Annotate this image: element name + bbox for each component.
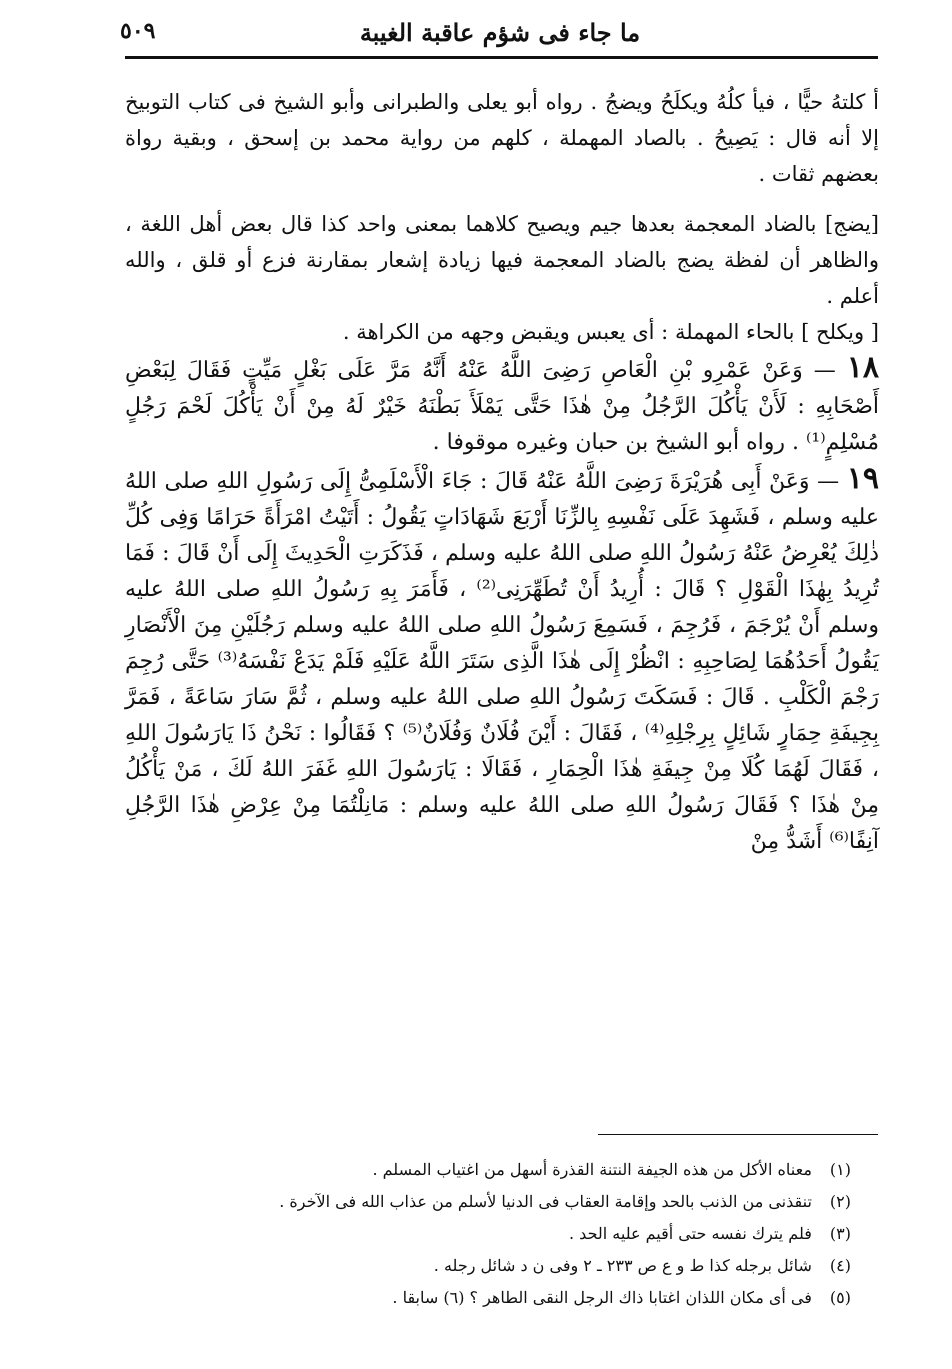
header-rule bbox=[125, 56, 878, 59]
paragraph-explanation-yaklahu: [ ويكلح ] بالحاء المهملة : أى يعبس ويقبض وجهه من الكراهة . bbox=[342, 320, 879, 344]
hadith-number: ١٨ bbox=[846, 350, 879, 385]
hadith-19 bbox=[125, 461, 879, 860]
footnote-text: معناه الأكل من هذه الجيفة النتنة القذرة أسهل من اغتياب المسلم . bbox=[372, 1160, 812, 1179]
footnote-text: فى أى مكان اللذان اغتابا ذاك الرجل النقى الطاهر ؟ (٦) سابقا . bbox=[392, 1288, 812, 1307]
paragraph-narration bbox=[125, 84, 879, 192]
page-header-title: ما جاء فى شؤم عاقبة الغيبة bbox=[359, 18, 641, 47]
running-header bbox=[120, 10, 880, 50]
text-line: فَقَالَ رَسُولُ اللهِ صلى اللهُ عليه وسلم : مَانِلْتُمَا مِنْ عِرْضِ هٰذَا الرَّجُلِ آنِفًا⁽⁶⁾ أَشَدُّ مِنْ bbox=[125, 793, 879, 854]
footnote-label: (٢) bbox=[829, 1192, 851, 1211]
footnote-label: (١) bbox=[829, 1160, 851, 1179]
text-line: رواة بعضهم ثقات . bbox=[125, 126, 879, 186]
text-line: رَجُلٍ مُسْلِمٍ⁽¹⁾ . رواه أبو الشيخ بن حبان وغيره موقوفا . bbox=[125, 394, 879, 455]
footnote-text: تنقذنى من الذنب بالحد وإقامة العقاب فى الدنيا لأسلم من عذاب الله فى الآخرة . bbox=[279, 1192, 812, 1211]
text-line: — وَعَنْ أَبِى هُرَيْرَةَ رَضِىَ اللَّهُ عَنْهُ قَالَ : جَاءَ الْأَسْلَمِىُّ إِلَى رَسُولِ اللهِ صلى اللهُ bbox=[125, 469, 840, 494]
text-line: الْكَلْبِ . قَالَ : فَسَكَتَ رَسُولُ اللهِ صلى اللهُ عليه وسلم ، ثُمَّ سَارَ سَاعَةً ، فَمَرَّ بِجِيفَةِ bbox=[125, 685, 879, 746]
footnote-text: شائل برجله كذا ط و ع ص ٢٣٣ ـ ٢ وفى ن د شائل رجله . bbox=[433, 1256, 812, 1275]
text-line: تُرِيدُ بِهٰذَا الْقَوْلِ ؟ قَالَ : أُرِيدُ أَنْ تُطَهِّرَنِى⁽²⁾ ، فَأَمَرَ بِهِ رَسُولُ اللهِ صلى اللهُ عليه وسلم bbox=[125, 577, 879, 638]
text-line: حِمَارٍ شَائِلٍ بِرِجْلِهِ⁽⁴⁾ ، فَقَالَ : أَيْنَ فُلَانٌ وَفُلَانٌ⁽⁵⁾ ؟ فَقَالُوا : نَحْنُ ذَا يَارَسُولَ اللهِ ، فَقَالَ bbox=[125, 721, 879, 782]
hadith-18 bbox=[125, 350, 879, 461]
footnote-4 bbox=[125, 1250, 851, 1282]
footnote-rule bbox=[598, 1134, 878, 1135]
text-line: أَصْحَابِهِ : لَأَنْ يَأْكُلَ الرَّجُلُ مِنْ هٰذَا حَتَّى يَمْلَأَ بَطْنَهُ خَيْرٌ لَهُ مِنْ أَنْ يَأْكُلَ لَحْمَ bbox=[176, 394, 879, 419]
footnote-label: (٥) bbox=[829, 1288, 851, 1307]
footnote-3 bbox=[125, 1218, 851, 1250]
text-line: لَهُمَا كُلَا مِنْ جِيفَةِ هٰذَا الْحِمَارِ ، فَقَالَا : يَارَسُولَ اللهِ غَفَرَ اللهُ لَكَ ، مَنْ يَأْكُلُ مِنْ هٰذَا ؟ bbox=[125, 757, 879, 818]
footnote-1 bbox=[125, 1154, 851, 1186]
footnotes bbox=[125, 1154, 851, 1314]
text-line: [يضج] بالضاد المعجمة بعدها جيم ويصيح كلاهما بمعنى واحد كذا قال بعض أهل اللغة ، bbox=[125, 212, 879, 236]
text-line: والظاهر أن لفظة يضج بالضاد المعجمة فيها زيادة إشعار بمقارنة فزع أو قلق ، والله أعلم . bbox=[125, 248, 879, 308]
hadith-number: ١٩ bbox=[846, 461, 879, 496]
footnote-2 bbox=[125, 1186, 851, 1218]
text-line: عليه وسلم ، فَشَهِدَ عَلَى نَفْسِهِ بِالزِّنَا أَرْبَعَ شَهَادَاتٍ يَقُولُ : أَتَيْتُ امْرَأَةً حَرَامًا وَفِى كُلِّ bbox=[125, 505, 879, 530]
footnote-label: (٤) bbox=[829, 1256, 851, 1275]
main-text bbox=[125, 84, 879, 860]
footnote-5-6 bbox=[125, 1282, 851, 1314]
footnote-label: (٣) bbox=[829, 1224, 851, 1243]
footnote-text: فلم يترك نفسه حتى أقيم عليه الحد . bbox=[569, 1224, 812, 1243]
text-line: — وَعَنْ عَمْرِو بْنِ الْعَاصِ رَضِىَ اللَّهُ عَنْهُ أَنَّهُ مَرَّ عَلَى بَغْلٍ مَيِّتٍ فَقَالَ لِبَعْضِ bbox=[125, 358, 836, 383]
text-line: أ كلتهُ حيًّا ، فيأ كلُهُ ويكلَحُ ويضجُ . رواه أبو يعلى والطبرانى وأبو الشيخ فى كتاب bbox=[187, 90, 879, 114]
page-number: ٥٠٩ bbox=[120, 18, 156, 44]
paragraph-explanation-yadijju bbox=[125, 206, 879, 314]
text-line: ذٰلِكَ يُعْرِضُ عَنْهُ رَسُولُ اللهِ صلى اللهُ عليه وسلم ، فَذَكَرَتِ الْحَدِيثَ إِلَى أَنْ قَالَ : فَمَا bbox=[125, 541, 879, 566]
text-line: أَحَدُهُمَا لِصَاحِبِهِ : انْظُرْ إِلَى هٰذَا الَّذِى سَتَرَ اللَّهُ عَلَيْهِ فَلَمْ يَدَعْ نَفْسَهُ⁽³⁾ حَتَّى رُجِمَ رَجْمَ bbox=[125, 649, 879, 710]
text-line: التوبيخ إلا أنه قال : يَصِيحُ . بالصاد المهملة ، كلهم من رواية محمد بن إسحق ، وبقية bbox=[125, 90, 879, 150]
text-line: أَنْ يُرْجَمَ ، فَرُجِمَ ، فَسَمِعَ رَسُولُ اللهِ صلى اللهُ عليه وسلم رَجُلَيْنِ مِنَ الْأَنْصَارِ يَقُولُ bbox=[125, 613, 879, 674]
